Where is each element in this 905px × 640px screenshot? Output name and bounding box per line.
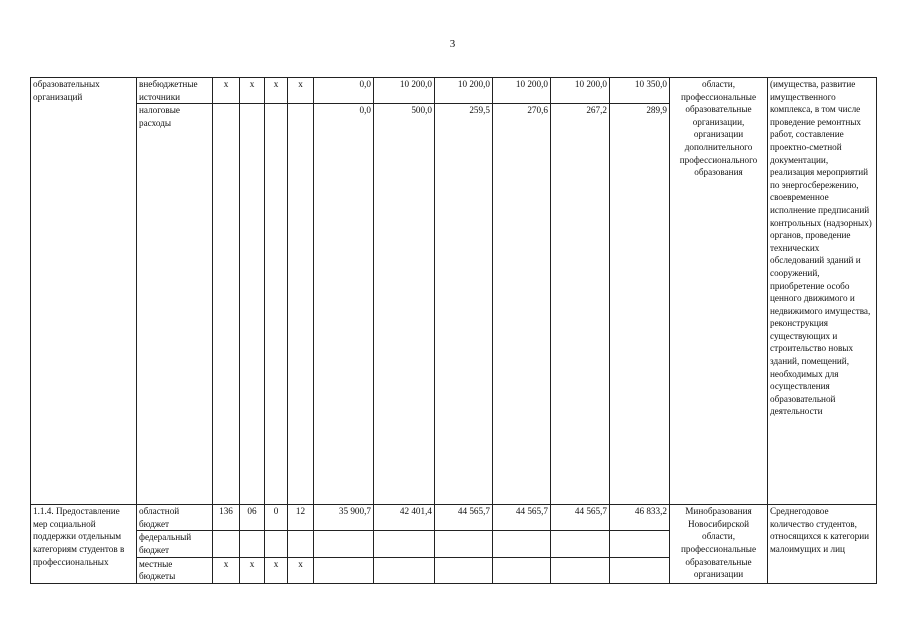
amount-cell: 10 200,0: [374, 78, 435, 104]
amount-cell: 10 200,0: [493, 78, 551, 104]
code-cell: х: [240, 557, 265, 583]
program-activities-table: [30, 77, 877, 584]
code-cell: [288, 531, 314, 557]
amount-cell: [374, 531, 435, 557]
amount-cell: [610, 531, 670, 557]
code-cell: 12: [288, 505, 314, 531]
amount-cell: [435, 531, 493, 557]
executor-cell: области, профессиональные образовательные организации, организации дополнительного профессионального образования: [670, 78, 768, 505]
amount-cell: 289,9: [610, 104, 670, 505]
amount-cell: 10 350,0: [610, 78, 670, 104]
activity-name-cell: 1.1.4. Предоставление мер социальной поддержки отдельным категориям студентов в профессиональных: [31, 505, 137, 584]
funding-source-cell: налоговые расходы: [137, 104, 213, 505]
amount-cell: 44 565,7: [551, 505, 610, 531]
code-cell: 0: [265, 505, 288, 531]
amount-cell: 44 565,7: [435, 505, 493, 531]
amount-cell: 267,2: [551, 104, 610, 505]
amount-cell: [610, 557, 670, 583]
amount-cell: [314, 531, 374, 557]
amount-cell: 0,0: [314, 104, 374, 505]
amount-cell: 42 401,4: [374, 505, 435, 531]
amount-cell: [551, 531, 610, 557]
table-row: [31, 505, 877, 531]
amount-cell: 44 565,7: [493, 505, 551, 531]
table-row: [31, 78, 877, 104]
executor-cell: Минобразования Новосибирской области, профессиональные образовательные организации: [670, 505, 768, 584]
code-cell: [213, 104, 240, 505]
funding-source-cell: областной бюджет: [137, 505, 213, 531]
code-cell: х: [288, 78, 314, 104]
expected-result-cell: Среднегодовое количество студентов, относящихся к категории малоимущих и лиц: [768, 505, 877, 584]
code-cell: [265, 531, 288, 557]
code-cell: [213, 531, 240, 557]
amount-cell: [374, 557, 435, 583]
amount-cell: [493, 531, 551, 557]
amount-cell: 10 200,0: [551, 78, 610, 104]
amount-cell: 270,6: [493, 104, 551, 505]
amount-cell: 46 833,2: [610, 505, 670, 531]
code-cell: [240, 104, 265, 505]
amount-cell: 500,0: [374, 104, 435, 505]
amount-cell: [314, 557, 374, 583]
code-cell: [265, 104, 288, 505]
amount-cell: 259,5: [435, 104, 493, 505]
code-cell: х: [213, 557, 240, 583]
funding-source-cell: местные бюджеты: [137, 557, 213, 583]
code-cell: 06: [240, 505, 265, 531]
page-number: 3: [449, 38, 456, 50]
funding-source-cell: федеральный бюджет: [137, 531, 213, 557]
activity-name-cell: образовательных организаций: [31, 78, 137, 505]
amount-cell: 0,0: [314, 78, 374, 104]
code-cell: х: [240, 78, 265, 104]
code-cell: х: [265, 557, 288, 583]
amount-cell: [551, 557, 610, 583]
code-cell: 136: [213, 505, 240, 531]
funding-source-cell: внебюджетные источники: [137, 78, 213, 104]
code-cell: х: [265, 78, 288, 104]
expected-result-cell: (имущества, развитие имущественного комплекса, в том числе проведение ремонтных работ, составление проектно-сметной документации, реализация мероприятий по энергосбережению, своевременное исполнение предписаний контрольных (надзорных) органов, проведение технических обследований зданий и сооружений, приобретение особо ценного движимого и недвижимого имущества, реконструкция существующих и строительство новых зданий, помещений, необходимых для осуществления образовательной деятельности: [768, 78, 877, 505]
amount-cell: 10 200,0: [435, 78, 493, 104]
code-cell: [240, 531, 265, 557]
code-cell: х: [213, 78, 240, 104]
amount-cell: [435, 557, 493, 583]
amount-cell: [493, 557, 551, 583]
amount-cell: 35 900,7: [314, 505, 374, 531]
code-cell: [288, 104, 314, 505]
code-cell: х: [288, 557, 314, 583]
